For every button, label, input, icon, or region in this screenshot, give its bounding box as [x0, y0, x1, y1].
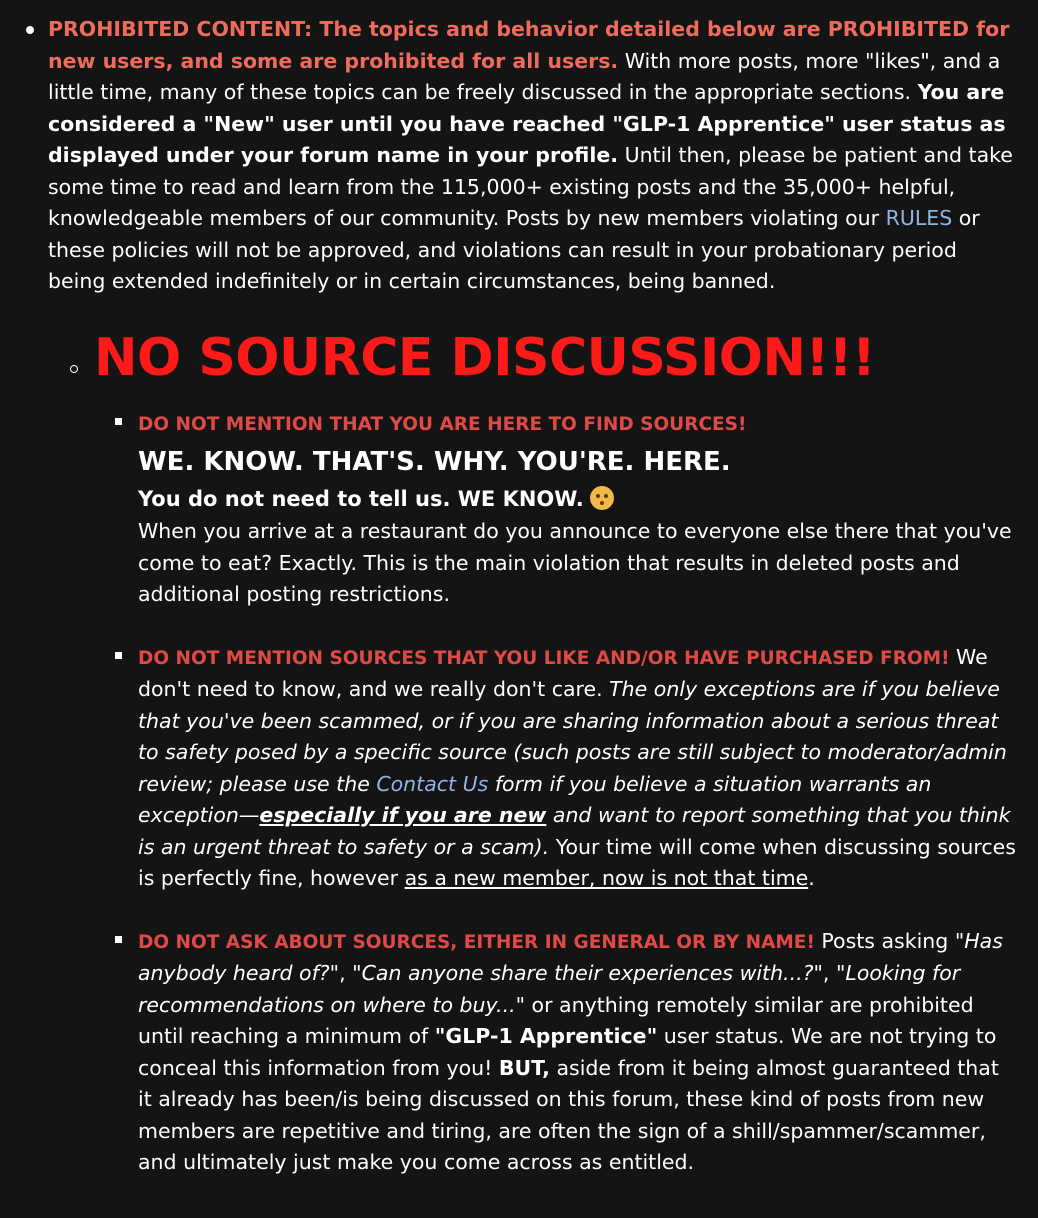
rule-1-emphasis: WE. KNOW. THAT'S. WHY. YOU'RE. HERE. — [138, 447, 731, 477]
bullet-square-icon — [115, 652, 122, 659]
bullet-disc-icon — [26, 26, 34, 34]
rule-3-bold-2: BUT, — [498, 1055, 550, 1080]
rule-1-label: DO NOT MENTION THAT YOU ARE HERE TO FIND SOURCES! — [138, 413, 747, 435]
rule-item-2 — [138, 642, 1018, 895]
rules-link[interactable]: RULES — [885, 206, 953, 230]
prohibited-content-item — [48, 14, 1018, 1179]
rule-3-italic-3: Looking for recommendations on where to buy... — [138, 961, 961, 1017]
rule-2-text-1: We don't need to know, and we really don't care. — [138, 644, 988, 701]
rule-3-bold-1: "GLP-1 Apprentice" — [434, 1024, 658, 1048]
no-source-discussion-item — [94, 328, 1018, 1179]
rule-2-text-2: Your time will come when discussing sources is perfectly fine, however — [138, 834, 1016, 890]
prohibited-content-lead: PROHIBITED CONTENT: The topics and behavior detailed below are PROHIBITED for new users, and some are prohibited for all users. — [48, 17, 1010, 73]
rule-3-label: DO NOT ASK ABOUT SOURCES, EITHER IN GENERAL OR BY NAME! — [138, 931, 815, 953]
rule-2-italic-1: The only exceptions are if you believe that you've been scammed, or if you are sharing information about a serious threat to safety posed by a specific source (such posts are still subject to moderator/admin review; please use the — [138, 677, 1007, 796]
bullet-circle-icon — [70, 365, 78, 373]
rule-3-italic-1: Has anybody heard of? — [138, 928, 1003, 985]
no-source-discussion-heading: NO SOURCE DISCUSSION!!! — [94, 327, 876, 388]
rule-3-text-4: " or anything remotely similar are prohibited until reaching a minimum of — [138, 992, 974, 1048]
intro-text-3: or these policies will not be approved, and violations can result in your probationary period being extended indefinitely or in certain circumstances, being banned. — [48, 206, 980, 293]
rule-1-text: When you arrive at a restaurant do you announce to everyone else there that you've come to eat? Exactly. This is the main violation that results in deleted posts and additional posting restrictions. — [138, 519, 1012, 606]
rule-2-italic-2: form if you believe a situation warrants an exception— — [138, 771, 932, 827]
rule-3-text-1: Posts asking " — [814, 928, 965, 953]
rule-2-especially-new: especially if you are new — [259, 803, 547, 827]
intro-text-2: Until then, please be patient and take some time to read and learn from the 115,000+ existing posts and the 35,000+ helpful, knowledgeable members of our community. Posts by new members violating our — [48, 143, 1013, 230]
source-section-list — [48, 328, 1018, 1179]
bullet-square-icon — [115, 936, 122, 943]
rule-item-1 — [138, 408, 1018, 611]
rule-2-label: DO NOT MENTION SOURCES THAT YOU LIKE AND/OR HAVE PURCHASED FROM! — [138, 647, 950, 669]
bullet-square-icon — [115, 418, 122, 425]
policy-content — [0, 14, 1018, 1210]
policy-list — [0, 14, 1018, 1179]
rule-1-subemphasis — [138, 482, 1018, 516]
rule-3-italic-2: Can anyone share their experiences with...? — [361, 961, 814, 985]
rule-2-italic-3: and want to report something that you think is an urgent threat to safety or a scam). — [138, 803, 1011, 859]
rule-3-text-6: aside from it being almost guaranteed that it already has been/is being discussed on this forum, these kind of posts from new members are repetitive and tiring, are often the sign of a shill/spammer/scammer, and ultimately just make you come across as entitled. — [138, 1055, 999, 1174]
rule-3-text-2: ", " — [329, 961, 362, 985]
rule-item-3 — [138, 926, 1018, 1179]
rule-2-underline: as a new member, now is not that time — [404, 866, 809, 890]
contact-us-link[interactable]: Contact Us — [376, 771, 489, 796]
rule-1-subemphasis-text: You do not need to tell us. WE KNOW. — [138, 487, 584, 511]
rule-3-text-3: ", " — [813, 961, 846, 985]
new-user-definition: You are considered a "New" user until you have reached "GLP-1 Apprentice" user status as displayed under your forum name in your profile. — [48, 80, 1006, 167]
flushed-face-icon — [590, 486, 614, 510]
intro-text-1: With more posts, more "likes", and a little time, many of these topics can be freely discussed in the appropriate sections. — [48, 48, 1001, 104]
source-rules-list — [94, 408, 1018, 1179]
rule-2-text-3: . — [808, 866, 815, 890]
rule-3-text-5: user status. We are not trying to conceal this information from you! — [138, 1024, 997, 1080]
